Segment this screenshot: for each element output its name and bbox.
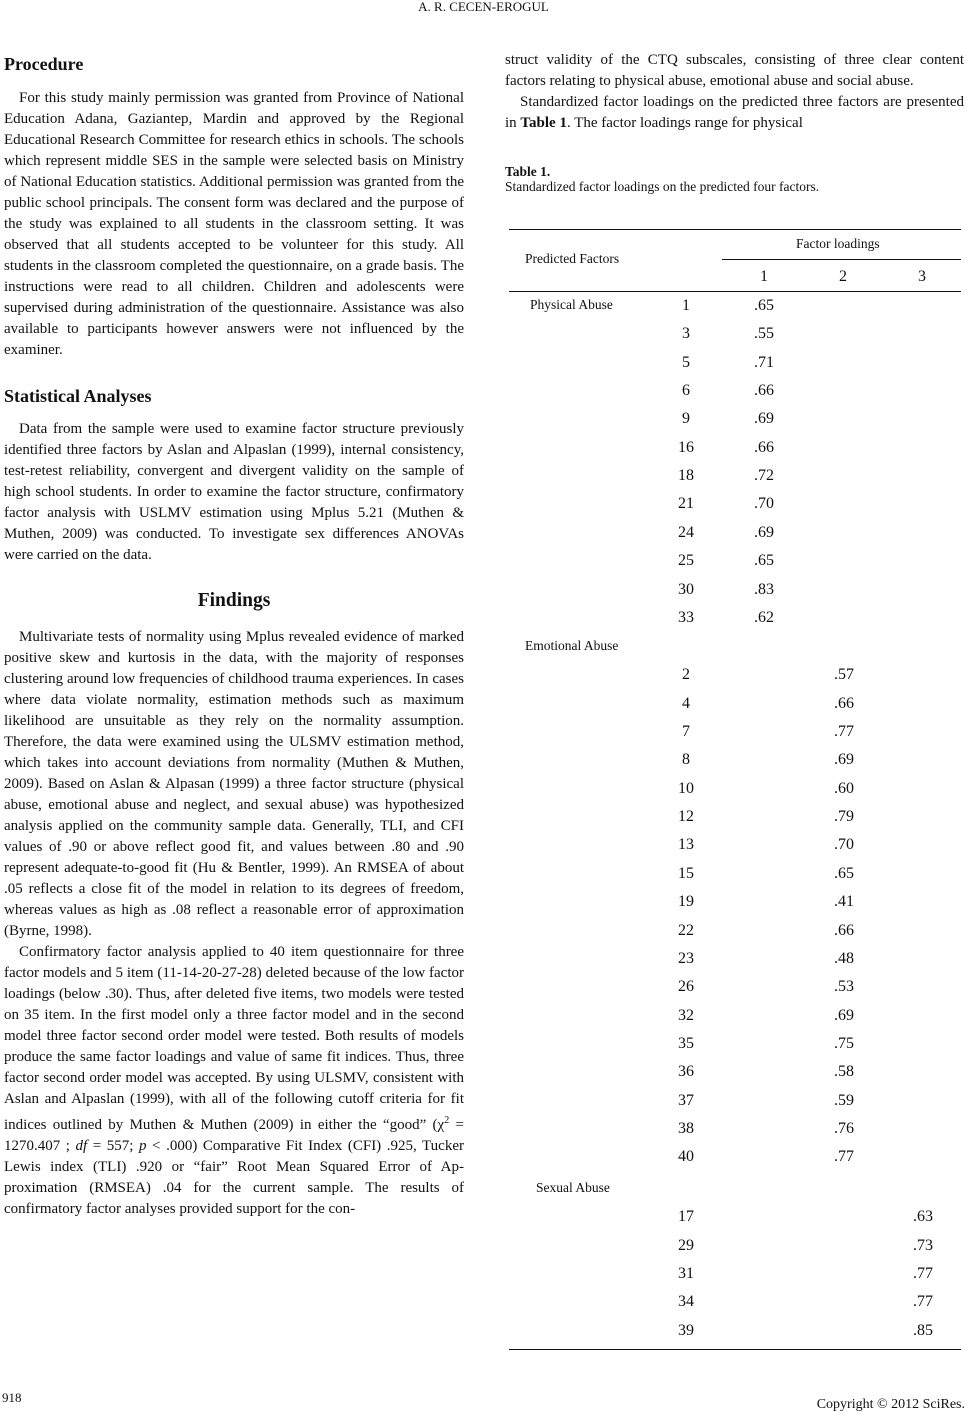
- factor-loading-value: .69: [834, 1006, 854, 1024]
- item-number: 9: [682, 410, 690, 428]
- factor-loading-value: .41: [834, 893, 854, 911]
- table-caption: Standardized factor loadings on the predicted four factors.: [505, 179, 820, 194]
- item-number: 40: [678, 1148, 694, 1166]
- df-italic: df: [75, 1138, 88, 1154]
- item-number: 8: [682, 751, 690, 769]
- factor-loading-value: .85: [913, 1321, 933, 1339]
- findings-heading: Findings: [197, 590, 271, 611]
- factor-loading-value: .83: [754, 580, 774, 598]
- continued-paragraph: struct validity of the CTQ subscales, consisting of three clear content factors relating to physical abuse, emotional abuse and social abuse.: [505, 52, 964, 89]
- item-number: 39: [678, 1321, 694, 1339]
- header-col-3: 3: [918, 268, 926, 285]
- item-number: 7: [682, 723, 690, 741]
- factor-loading-value: .62: [754, 608, 774, 626]
- running-header: A. R. CECEN-EROGUL: [418, 0, 549, 14]
- factor-loading-value: .65: [834, 864, 854, 882]
- table-label: [505, 164, 964, 180]
- group-label: Sexual Abuse: [536, 1180, 610, 1195]
- page-number: 918: [2, 1390, 22, 1405]
- factor-loadings-subrule: [722, 259, 961, 260]
- factor-loading-value: .60: [834, 779, 854, 797]
- factor-loading-value: .72: [754, 467, 774, 485]
- statistical-analyses-heading: Statistical Analyses: [4, 386, 152, 406]
- table-bottom-rule: [509, 1349, 961, 1350]
- item-number: 24: [678, 523, 694, 541]
- item-number: 31: [678, 1265, 694, 1283]
- table-header-rule: [509, 291, 961, 292]
- factor-loading-value: .77: [913, 1265, 933, 1283]
- chi-square-superscript: 2: [444, 1115, 450, 1126]
- factor-loading-value: .48: [834, 949, 854, 967]
- factor-loading-value: .59: [834, 1091, 854, 1109]
- findings-p2-text-b: = 1270.407 ;: [4, 1117, 464, 1154]
- item-number: 4: [682, 694, 690, 712]
- item-number: 10: [678, 779, 694, 797]
- procedure-heading: Procedure: [4, 54, 84, 74]
- statistical-analyses-paragraph: Data from the sample were used to examine factor structure previously identified three factors by Aslan and Alpaslan (1999), internal consistency, test-retest reliability, convergent and divergent validity on the sample of high school students. In order to examine the factor structure, confirmatory factor analysis with USLMV estimation using Mplus 5.21 (Muthen & Muthen, 2009) was conducted. To investigate sex differences ANOVAs were carried on the data.: [4, 421, 464, 563]
- factor-loading-value: .69: [754, 410, 774, 428]
- loadings-paragraph: [505, 92, 964, 134]
- factor-loading-value: .77: [834, 1148, 854, 1166]
- factor-loading-value: .66: [834, 694, 854, 712]
- right-column: [505, 50, 964, 195]
- item-number: 36: [678, 1063, 694, 1081]
- item-number: 29: [678, 1236, 694, 1254]
- header-predicted-factors: Predicted Factors: [525, 251, 620, 266]
- factor-loading-value: .66: [754, 382, 774, 400]
- item-number: 32: [678, 1006, 694, 1024]
- factor-loading-value: .70: [754, 495, 774, 513]
- left-column: [4, 50, 464, 1220]
- p-italic: p: [139, 1138, 147, 1154]
- item-number: 12: [678, 808, 694, 826]
- factor-loading-value: .76: [834, 1119, 854, 1137]
- factor-loading-value: .70: [834, 836, 854, 854]
- findings-p2-text-c: = 557;: [87, 1138, 139, 1154]
- table-number: Table 1.: [505, 164, 551, 179]
- item-number: 33: [678, 608, 694, 626]
- factor-loading-value: .73: [913, 1236, 933, 1254]
- item-number: 22: [678, 921, 694, 939]
- table-top-rule: [509, 229, 961, 230]
- loadings-text-a: Standardized factor loadings on the predicted three factors are presented in: [505, 94, 964, 131]
- item-number: 38: [678, 1119, 694, 1137]
- copyright: Copyright © 2012 SciRes.: [816, 1397, 965, 1412]
- factor-loading-value: .53: [834, 978, 854, 996]
- loadings-text-b: . The factor loadings range for physical: [566, 115, 803, 131]
- factor-loading-value: .66: [834, 921, 854, 939]
- factor-loading-value: .57: [834, 666, 854, 684]
- factor-loading-value: .77: [913, 1293, 933, 1311]
- item-number: 35: [678, 1034, 694, 1052]
- factor-loading-value: .58: [834, 1063, 854, 1081]
- findings-paragraph-2: [4, 942, 464, 1220]
- item-number: 16: [678, 438, 694, 456]
- factor-loading-value: .79: [834, 808, 854, 826]
- item-number: 21: [678, 495, 694, 513]
- item-number: 15: [678, 864, 694, 882]
- factor-loading-value: .55: [754, 325, 774, 343]
- factor-loading-value: .65: [754, 297, 774, 314]
- item-number: 18: [678, 467, 694, 485]
- item-number: 23: [678, 949, 694, 967]
- item-number: 13: [678, 836, 694, 854]
- findings-p2-text-a: Confirmatory factor analysis applied to 40 item questionnaire for three factor models and 5 item (11-14-20-27-28) deleted because of the low factor loadings (below .30). Thus, after deleted five items, two models were tested on 35 item. In the first model only a three factor model and in the second model three factor second order model were tested. Both results of models produce the same factor loadings and value of same fit indices. Thus, three factor second order model was accepted. By using ULSMV, consistent with Aslan and Alpaslan (1999), with all of the following cutoff criteria for fit indices outlined by Muthen & Muthen (2009) in either the “good” (χ: [4, 944, 464, 1133]
- header-col-1: 1: [760, 268, 768, 285]
- factor-loading-value: .66: [754, 438, 774, 456]
- factor-loading-value: .75: [834, 1034, 854, 1052]
- item-number: 37: [678, 1091, 694, 1109]
- group-label: Physical Abuse: [530, 297, 613, 312]
- item-number: 25: [678, 552, 694, 570]
- item-number: 17: [678, 1208, 694, 1226]
- item-number: 26: [678, 978, 694, 996]
- item-number: 5: [682, 353, 690, 371]
- procedure-paragraph: For this study mainly permission was granted from Province of National Education Adana, Gaziantep, Mardin and approved by the Regional Educational Research Committee for research ethics in schools. The schools which represent middle SES in the sample were selected basis on Ministry of National Education statistics. Additional permission was granted from the public school principals. The consent form was declared and the purpose of the study was explained to all students in the classroom setting. It was observed that all students accepted to be volunteer for this study. All students in the classroom completed the questionnaire, on a grade basis. The instructions were read to all children. Children and adolescents were supervised during administration of the questionnaire. Assistance was also available to participants however answers were not influenced by the examiner.: [4, 90, 464, 358]
- factor-loading-value: .69: [754, 523, 774, 541]
- findings-p2-text-d: < .000) Comparative Fit Index (CFI) .925, Tucker Lewis index (TLI) .920 or “fair” Root Mean Squared Error of Approximation (RMSEA) .04 for the current sample. The results of confirmatory factor analyses provided support for the con-: [4, 1138, 464, 1217]
- findings-paragraph-1: Multivariate tests of normality using Mplus revealed evidence of marked positive skew and kurtosis in the data, with the majority of responses clustering around low frequencies of childhood trauma experiences. In cases where data violate normality, estimation methods such as maximum likelihood are unsuitable as they rely on the normality assumption. Therefore, the data were examined using the ULSMV estimation method, which takes into account deviations from normality (Muthen & Muthen, 2009). Based on Aslan & Alpasan (1999) a three factor structure (physical abuse, emotional abuse and neglect, and sexual abuse) was hypothesized analysis applied on the community sample data. Generally, TLI, and CFI values of .90 or above reflect good fit, and values between .80 and .90 represent adequate-to-good fit (Hu & Bentler, 1999). An RMSEA of about .05 reflects a close fit of the model in relation to its degrees of freedom, whereas values as high as .08 reflect a reasonable error of approximation (Byrne, 1998).: [4, 629, 464, 939]
- item-number: 30: [678, 580, 694, 598]
- item-number: 1: [682, 297, 690, 314]
- header-factor-loadings: Factor loadings: [796, 236, 880, 251]
- factor-loading-value: .77: [834, 723, 854, 741]
- item-number: 3: [682, 325, 690, 343]
- table-1-reference: Table 1: [520, 115, 567, 131]
- factor-loading-value: .65: [754, 552, 774, 570]
- item-number: 2: [682, 666, 690, 684]
- item-number: 34: [678, 1293, 694, 1311]
- factor-loading-value: .71: [754, 353, 774, 371]
- item-number: 19: [678, 893, 694, 911]
- header-col-2: 2: [839, 268, 847, 285]
- factor-loading-value: .63: [913, 1208, 933, 1226]
- group-label: Emotional Abuse: [525, 638, 619, 653]
- item-number: 6: [682, 382, 690, 400]
- factor-loading-value: .69: [834, 751, 854, 769]
